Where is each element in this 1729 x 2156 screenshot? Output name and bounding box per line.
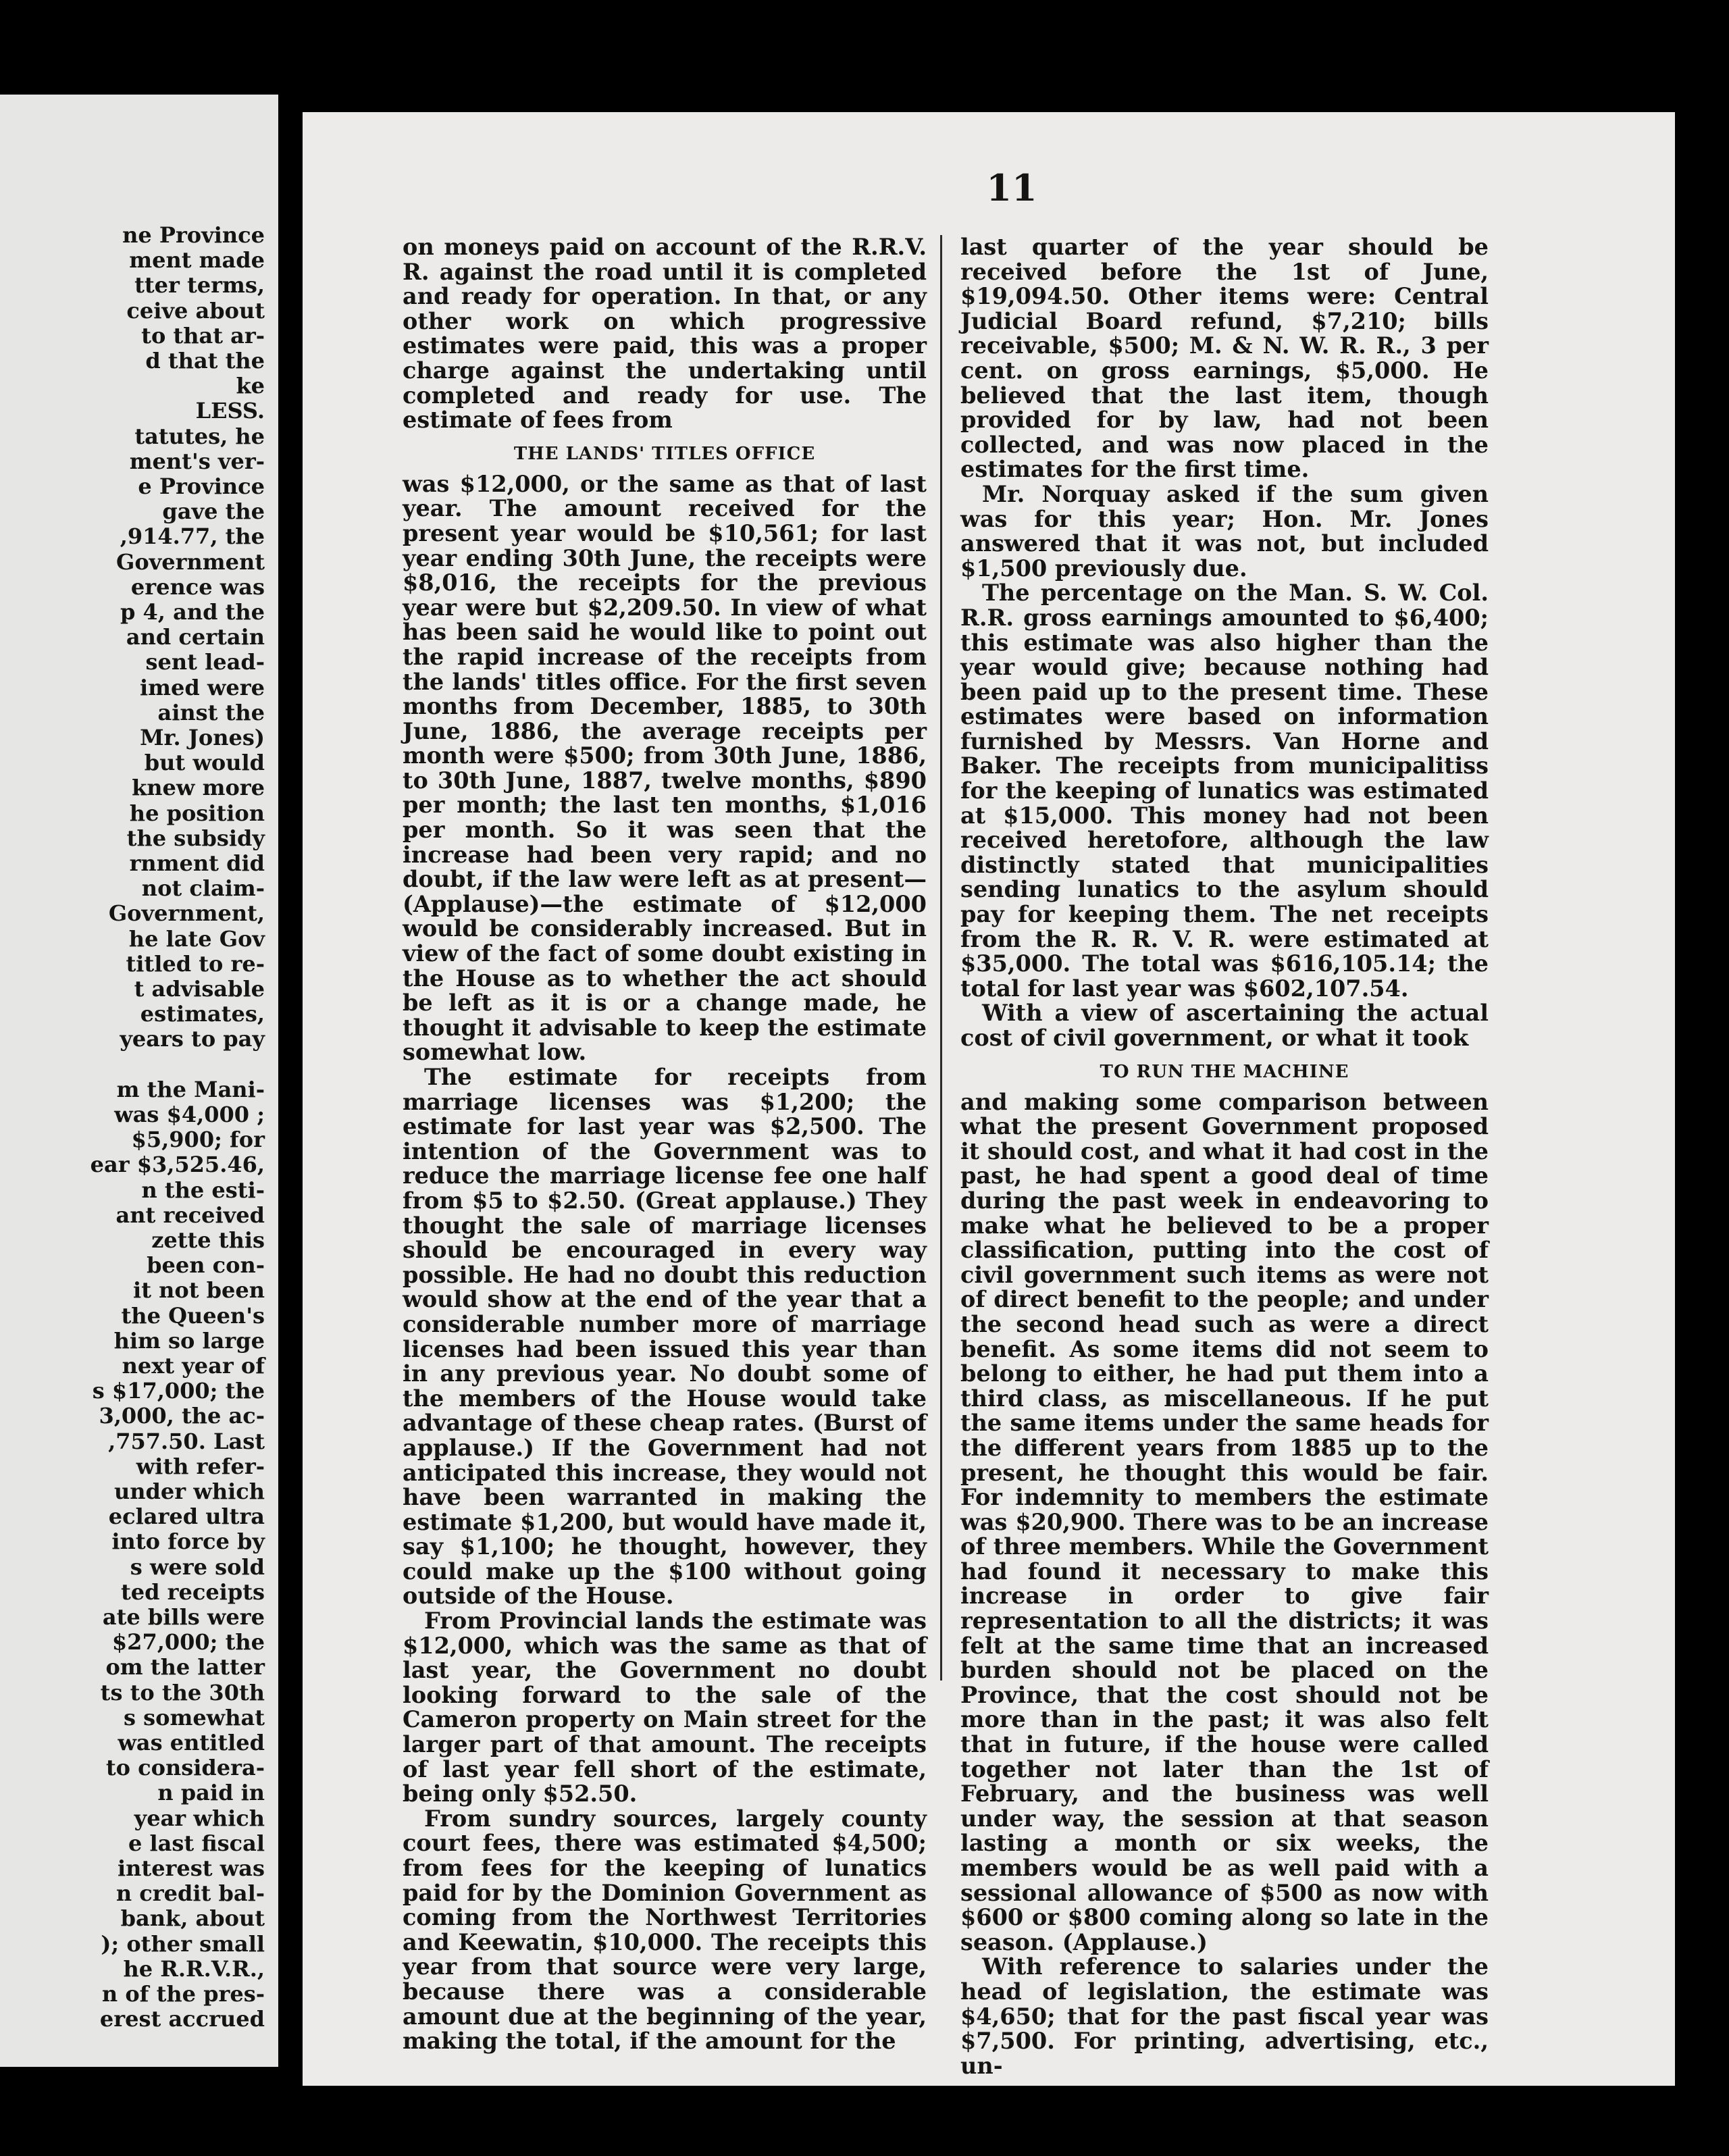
previous-page-line: Government, [108, 900, 265, 927]
previous-page-line: next year of [122, 1353, 265, 1379]
previous-page-line: p 4, and the [120, 599, 265, 625]
previous-page [0, 95, 278, 2067]
previous-page-line: to considera- [105, 1755, 265, 1781]
previous-page-line: om the latter [105, 1654, 265, 1680]
previous-page-line: ke [236, 373, 265, 399]
previous-page-line: interest was [117, 1855, 265, 1881]
previous-page-line: ant received [115, 1202, 265, 1228]
previous-page-line: gave the [162, 498, 265, 525]
paragraph: From Provincial lands the estimate was $12,000, which was the same as that of last year, the Government no doubt looking forward to the sale of the Cameron property on Main street for the larger part of that amount. The receipts of last year fell short of the estimate, being only $52.50. [403, 1608, 927, 1807]
previous-page-line: d that the [145, 348, 265, 374]
previous-page-line: the subsidy [126, 825, 265, 851]
previous-page-line: n the esti- [141, 1177, 265, 1203]
paragraph: The percentage on the Man. S. W. Col. R.R. gross earnings amounted to $6,400; this estimate was also higher than the year would give; because nothing had been paid up to the present time. These estimates were based on information furnished by Messrs. Van Horne and Baker. The receipts from municipalitiss for the keeping of lunatics was estimated at $15,000. This money had not been received heretofore, although the law distinctly stated that municipalities sending lunatics to the asylum should pay for keeping them. The net receipts from the R. R. V. R. were estimated at $35,000. The total was $616,105.14; the total for last year was $602,107.54. [960, 580, 1489, 1002]
paragraph: With a view of ascertaining the actual cost of civil government, or what it took [960, 1000, 1489, 1051]
previous-page-line: tatutes, he [134, 423, 265, 449]
previous-page-line: e last fiscal [128, 1830, 265, 1856]
paragraph: The estimate for receipts from marriage licenses was $1,200; the estimate for last year was $2,500. The intention of the Government was to reduce the marriage license fee one half from $5 to $2.50. (Great applause.) They thought the sale of marriage licenses should be encouraged in every way possible. He had no doubt this reduction would show at the end of the year that a considerable number more of marriage licenses had been issued this year than in any previous year. No doubt some of the members of the House would take advantage of these cheap rates. (Burst of applause.) If the Government had not anticipated this increase, they would not have been warranted in making the estimate $1,200, but would have made it, say $1,100; he thought, however, they could make up the $100 without going outside of the House. [403, 1064, 927, 1610]
previous-page-line: ne Province [122, 222, 265, 248]
section-heading: THE LANDS' TITLES OFFICE [513, 443, 816, 464]
paragraph: With reference to salaries under the head of legislation, the estimate was $4,650; that for the past fiscal year was $7,500. For printing, advertising, etc., un- [960, 1953, 1489, 2079]
left-column [403, 235, 927, 2054]
previous-page-line: ear $3,525.46, [90, 1152, 265, 1178]
previous-page-line: ate bills were [102, 1604, 265, 1630]
previous-page-line: zette this [151, 1227, 265, 1253]
previous-page-line: was entitled [118, 1730, 265, 1755]
previous-page-line: Mr. Jones) [140, 725, 265, 750]
previous-page-line: under which [114, 1479, 265, 1504]
previous-page-line: but would [144, 750, 265, 776]
previous-page-line: s $17,000; the [92, 1378, 265, 1404]
paragraph: last quarter of the year should be received before the 1st of June, $19,094.50. Other items were: Central Judicial Board refund, $7,210; bills receivable, $500; M. & N. W. R. R., 3 per cent. on gross earnings, $5,000. He believed that the last item, though provided for by law, had not been collected, and was now placed in the estimates for the first time. [960, 234, 1489, 483]
previous-page-line: erest accrued [99, 2006, 265, 2032]
previous-page-line: imed were [139, 674, 265, 700]
previous-page-line: $27,000; the [111, 1629, 265, 1656]
paragraph: and making some comparison between what the present Government proposed it should cost, and what it had cost in the past, he had spent a good deal of time during the past week in endeavoring to make what he believed to be a proper classification, putting into the cost of civil government such items as were not of direct benefit to the people; and under the second head such as were a direct benefit. As some items did not seem to belong to either, he had put them into a third class, as miscellaneous. If he put the same items under the same heads for the different years from 1885 up to the present, he thought this would be fair. For indemnity to members the estimate was $20,900. There was to be an increase of three members. While the Government had found it necessary to make this increase in order to give fair representation to all the districts; it was felt at the same time that an increased burden should not be placed on the Province, that the cost should not be more than in the past; it was also felt that in future, if the house were called together not later than the 1st of February, and the business was well under way, the session at that season lasting a month or six weeks, the members would be as well paid with a sessional allowance of $500 as now with $600 or $800 coming along so late in the season. (Applause.) [960, 1088, 1489, 1955]
previous-page-line: 3,000, the ac- [99, 1403, 265, 1429]
right-column [960, 235, 1489, 2078]
previous-page-line: e Province [138, 473, 265, 499]
previous-page-line: years to pay [120, 1026, 265, 1052]
previous-page-line: bank, about [120, 1905, 265, 1932]
previous-page-line: s somewhat [123, 1704, 265, 1730]
previous-page-line: ,914.77, the [120, 523, 265, 550]
previous-page-line: titled to re- [126, 950, 265, 977]
previous-page-line: he position [129, 800, 265, 826]
previous-page-line: him so large [113, 1327, 265, 1354]
previous-page-line: year which [134, 1805, 265, 1831]
previous-page-line: ainst the [157, 699, 265, 725]
previous-page-line: been con- [147, 1252, 265, 1279]
previous-page-line: Government [115, 548, 265, 575]
previous-page-line: ment made [129, 247, 265, 274]
paragraph: From sundry sources, largely county court fees, there was estimated $4,500; from fees for the keeping of lunatics paid for by the Dominion Government as coming from the Northwest Territories and Keewatin, $10,000. The receipts this year from that source were very large, because there was a considerable amount due at the beginning of the year, making the total, if the amount for the [403, 1805, 927, 2055]
previous-page-line: knew more [132, 775, 265, 801]
previous-page-line: ); other small [101, 1930, 265, 1957]
previous-page-line: the Queen's [121, 1302, 265, 1329]
previous-page-line: was $4,000 ; [114, 1102, 265, 1127]
previous-page-line: to that ar- [141, 322, 265, 349]
previous-page-line: eclared ultra [108, 1504, 265, 1530]
previous-page-line: it not been [133, 1277, 265, 1304]
previous-page-line: ceive about [126, 297, 265, 324]
paragraph: Mr. Norquay asked if the sum given was for this year; Hon. Mr. Jones answered that it was not, but included $1,500 previously due. [960, 480, 1489, 582]
previous-page-line: ment's ver- [129, 448, 265, 474]
previous-page-line: with refer- [136, 1453, 265, 1479]
previous-page-line: estimates, [140, 1001, 265, 1027]
previous-page-line: LESS. [195, 398, 265, 424]
column-divider [940, 235, 942, 1680]
previous-page-line: ts to the 30th [100, 1679, 265, 1705]
previous-page-line: m the Mani- [116, 1076, 265, 1102]
previous-page-line: n of the pres- [101, 1981, 265, 2007]
page [303, 112, 1675, 2086]
previous-page-line: n credit bal- [115, 1880, 265, 1907]
previous-page-line: not claim- [141, 875, 265, 902]
previous-page-line: n paid in [157, 1780, 265, 1806]
previous-page-line: t advisable [134, 976, 265, 1002]
previous-page-line: s were sold [130, 1554, 265, 1580]
previous-page-line: $5,900; for [131, 1127, 265, 1153]
previous-page-line: sent lead- [145, 649, 265, 675]
previous-page-line: and certain [126, 624, 265, 650]
previous-page-line: erence was [130, 573, 265, 600]
page-number: 11 [986, 166, 1037, 209]
previous-page-line: he late Gov [128, 925, 265, 952]
paragraph: was $12,000, or the same as that of last year. The amount received for the present year would be $10,561; for last year ending 30th June, the receipts were $8,016, the receipts for the previous year were but $2,209.50. In view of what has been said he would like to point out the rapid increase of the receipts from the lands' titles office. For the first seven months from December, 1885, to 30th June, 1886, the average receipts per month were $500; from 30th June, 1886, to 30th June, 1887, twelve months, $890 per month; the last ten months, $1,016 per month. So it was seen that the increase had been very rapid; and no doubt, if the law were left as at present—(Applause)—the estimate of $12,000 would be considerably increased. But in view of the fact of some doubt existing in the House as to whether the act should be left as it is or a change made, he thought it advisable to keep the estimate somewhat low. [403, 470, 927, 1066]
section-heading: TO RUN THE MACHINE [1100, 1061, 1349, 1082]
previous-page-line: into force by [111, 1529, 265, 1555]
previous-page-line: tter terms, [134, 272, 265, 299]
previous-page-line: he R.R.V.R., [123, 1955, 265, 1982]
previous-page-line: ,757.50. Last [108, 1428, 265, 1454]
previous-page-line: ted receipts [120, 1578, 265, 1605]
previous-page-line: rnment did [129, 850, 265, 876]
paragraph: on moneys paid on account of the R.R.V. R. against the road until it is completed and ready for operation. In that, or any other work on which progressive estimates were paid, this was a proper charge against the undertaking until completed and ready for use. The estimate of fees from [403, 234, 927, 434]
